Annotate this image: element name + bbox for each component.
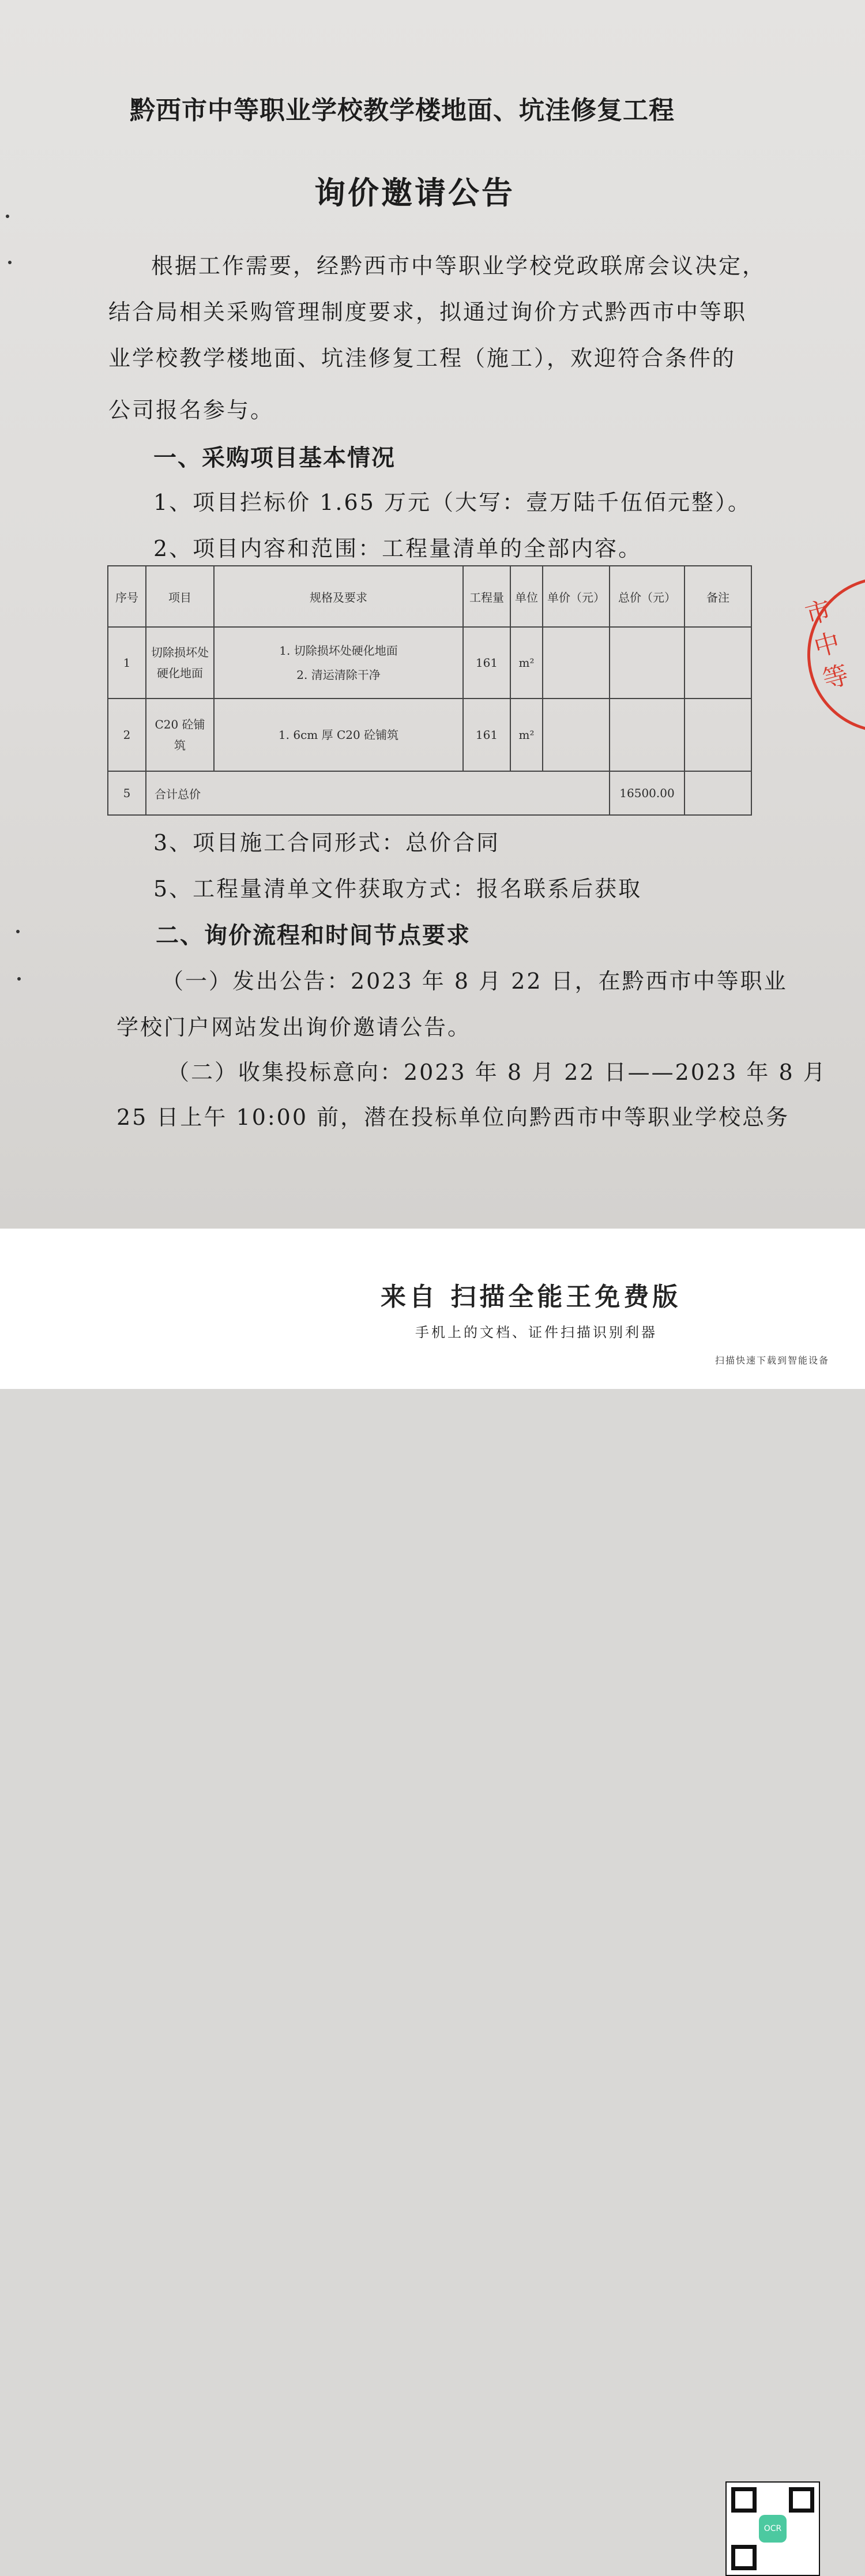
row-specs <box>214 627 463 699</box>
row-unit: m² <box>510 627 543 699</box>
item-3: 3、项目施工合同形式：总价合同 <box>153 830 501 855</box>
red-seal-text: 市中等 <box>802 595 852 695</box>
item-2: 2、项目内容和范围：工程量清单的全部内容。 <box>153 536 642 561</box>
item-5: 5、工程量清单文件获取方式：报名联系后获取 <box>153 876 642 902</box>
section1-heading: 一、采购项目基本情况 <box>153 445 396 471</box>
header-unit: 单位 <box>510 566 543 627</box>
row-price <box>543 699 610 771</box>
step2-line: 25 日上午 10:00 前，潜在投标单位向黔西市中等职业学校总务 <box>116 1105 790 1130</box>
ocr-badge-icon: OCR <box>759 2515 787 2543</box>
row-total <box>610 699 685 771</box>
qr-finder-pattern <box>789 2487 814 2513</box>
document-title-line1: 黔西市中等职业学校教学楼地面、坑洼修复工程 <box>130 96 675 125</box>
row-total <box>610 627 685 699</box>
row-seq: 2 <box>108 699 146 771</box>
row-item: C20 砼铺筑 <box>146 699 214 771</box>
qr-finder-pattern <box>731 2487 757 2513</box>
row-price <box>543 627 610 699</box>
header-spec: 规格及要求 <box>214 566 463 627</box>
footer-tagline: 手机上的文档、证件扫描识别利器 <box>415 1324 657 1340</box>
row-specs <box>214 699 463 771</box>
bill-of-quantities-table <box>107 565 752 816</box>
row-seq: 1 <box>108 627 146 699</box>
qr-finder-pattern <box>731 2545 757 2570</box>
intro-line: 公司报名参与。 <box>108 397 274 423</box>
spec-line: 1. 6cm 厚 C20 砼铺筑 <box>278 728 399 742</box>
header-note: 备注 <box>685 566 751 627</box>
summary-note <box>685 771 751 815</box>
scan-speck <box>6 215 9 218</box>
table-summary-row <box>108 771 751 815</box>
intro-line: 结合局相关采购管理制度要求，拟通过询价方式黔西市中等职 <box>108 299 747 325</box>
row-unit: m² <box>510 699 543 771</box>
intro-line: 业学校教学楼地面、坑洼修复工程（施工），欢迎符合条件的 <box>108 346 736 371</box>
summary-seq: 5 <box>108 771 146 815</box>
step1-line: （一）发出公告：2023 年 8 月 22 日，在黔西市中等职业 <box>161 968 788 994</box>
scan-speck <box>17 977 21 981</box>
row-qty: 161 <box>463 699 510 771</box>
row-note <box>685 699 751 771</box>
table-row <box>108 699 751 771</box>
summary-total: 16500.00 <box>610 771 685 815</box>
qr-code[interactable] <box>725 2481 820 2576</box>
section2-heading: 二、询价流程和时间节点要求 <box>156 922 471 949</box>
spec-line: 1. 切除损坏处硬化地面 <box>279 644 398 658</box>
header-price: 单价（元） <box>543 566 610 627</box>
header-qty: 工程量 <box>463 566 510 627</box>
intro-line: 根据工作需要，经黔西市中等职业学校党政联席会议决定， <box>151 253 766 279</box>
table-header-row <box>108 566 751 627</box>
header-seq: 序号 <box>108 566 146 627</box>
row-qty: 161 <box>463 627 510 699</box>
header-item: 项目 <box>146 566 214 627</box>
scan-speck <box>8 261 12 264</box>
row-item: 切除损坏处硬化地面 <box>146 627 214 699</box>
document-title-line2: 询价邀请公告 <box>314 174 515 211</box>
step1-line: 学校门户网站发出询价邀请公告。 <box>116 1015 472 1040</box>
summary-label: 合计总价 <box>146 771 610 815</box>
step2-line: （二）收集投标意向：2023 年 8 月 22 日——2023 年 8 月 <box>167 1060 827 1085</box>
table-row <box>108 627 751 699</box>
item-1: 1、项目拦标价 1.65 万元（大写：壹万陆千伍佰元整）。 <box>153 490 751 515</box>
qr-caption: 扫描快速下载到智能设备 <box>715 1355 830 1366</box>
header-total: 总价（元） <box>610 566 685 627</box>
spec-line: 2. 清运清除干净 <box>296 668 381 682</box>
row-note <box>685 627 751 699</box>
footer-brand: 来自 扫描全能王免费版 <box>381 1282 682 1312</box>
scan-speck <box>16 930 20 933</box>
